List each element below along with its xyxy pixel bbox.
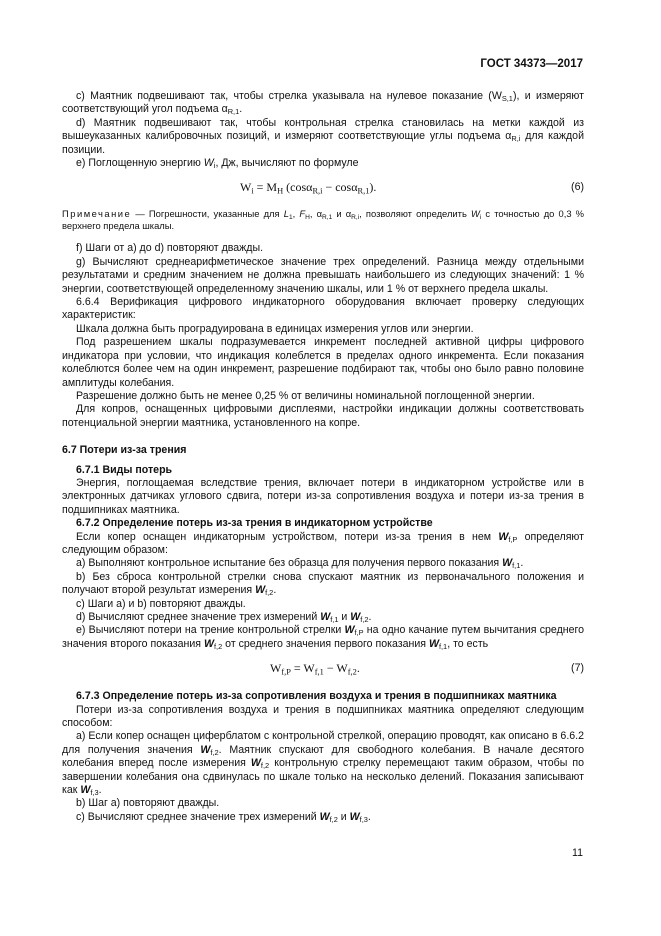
resolution-min-paragraph: Разрешение должно быть не менее 0,25 % от величины номинальной поглощенной энергии.	[76, 389, 535, 402]
note-text: — Погрешности, указанные для $L_1$, $F_H$, $\alpha_{R,1}$ и $\alpha_{R,i}$, позволяют определить $W_i$ с точностью до 0,3 % верхнего предела шкалы.	[62, 208, 584, 232]
step-a-paragraph: а) Выполняют контрольное испытание без образца для получения первого показания $W_{f,1}$.	[76, 557, 524, 571]
formula-7-expression: $W_{f,P} = W_{f,1} - W_{f,2}$.	[270, 661, 360, 677]
step-673-b-paragraph: b) Шаг а) повторяют дважды.	[76, 797, 220, 810]
note-paragraph	[62, 208, 584, 232]
subsection-6-7-3-title: 6.7.3 Определение потерь из-за сопротивления воздуха и трения в подшипниках маятника	[76, 690, 557, 703]
item-g-paragraph: g) Вычисляют среднеарифметическое значение трех определений. Разница между отдельными результатами и средним значением не должна превышать наибольшего из следующих значений: 1 % энергии, соответствующей определенному значению шкалы, или 1 % от верхнего предела шкалы.	[62, 255, 584, 295]
subsection-6-7-2-intro: Если копер оснащен индикаторным устройством, потери из-за трения в нем $W_{f,P}$ определяют следующим образом:	[62, 530, 584, 556]
formula-7-number: (7)	[571, 662, 584, 675]
subsection-6-7-1-text: Энергия, поглощаемая вследствие трения, включает потери в индикаторном устройстве или в электронных датчиках углового сдвига, потери из-за сопротивления воздуха и потери из-за трения в подшипниках маятника.	[62, 476, 584, 516]
formula-6	[62, 174, 584, 200]
subsection-6-7-3-intro: Потери из-за сопротивления воздуха и трения в подшипниках маятника определяют следующим способом:	[62, 703, 584, 730]
item-c-paragraph: с) Маятник подвешивают так, чтобы стрелка указывала на нулевое показание $(W_{S,1})$, и измеряют соответствующий угол подъема $\alpha_{R,1}$.	[62, 90, 584, 117]
step-673-c-paragraph: с) Вычисляют среднее значение трех измерений $W_{f,2}$ и $W_{f,3}$.	[76, 810, 371, 825]
step-c-paragraph: с) Шаги а) и b) повторяют дважды.	[76, 597, 246, 610]
step-e-paragraph: е) Вычисляют потери на трение контрольной стрелки $W_{f,P}$ на одно качание путем вычитания среднего значения второго показания $W_{f,2}$ от среднего значения первого показания $W_{f,1}$, то есть	[62, 624, 585, 652]
formula-6-number: (6)	[571, 181, 584, 194]
section-6-7-title: 6.7 Потери из-за трения	[62, 444, 187, 457]
resolution-paragraph: Под разрешением шкалы подразумевается инкремент последней активной цифры цифрового индикатора при условии, что индикация колеблется в пределах одного инкремента. Если показания колеблются более чем на один инкремент, разрешение подбирают так, чтобы оно было равно половине амплитуды колебания.	[62, 336, 584, 389]
document-body	[62, 90, 584, 824]
step-b-paragraph: b) Без сброса контрольной стрелки снова спускают маятник из первоначального положения и получают второй результат измерения $W_{f,2}$.	[62, 570, 584, 598]
item-f-paragraph: f) Шаги от а) до d) повторяют дважды.	[76, 242, 264, 255]
page-number: 11	[572, 847, 583, 859]
formula-6-expression: $W_i = M_H$ (cosα$_{R,i}$ − cosα$_{R,1}$).	[240, 180, 377, 196]
subsection-6-7-1-title: 6.7.1 Виды потерь	[76, 463, 173, 476]
item-e-paragraph: е) Поглощенную энергию $W_i$, Дж, вычисляют по формуле	[76, 157, 359, 171]
subsection-6-7-2-title: 6.7.2 Определение потерь из-за трения в индикаторном устройстве	[76, 517, 433, 530]
digital-display-paragraph: Для копров, оснащенных цифровыми дисплеями, настройки индикации должны соответствовать потенциальной энергии маятника, установленного на копре.	[62, 403, 584, 429]
clause-6-6-4-paragraph: 6.6.4 Верификация цифрового индикаторного оборудования включает проверку следующих характеристик:	[62, 296, 584, 322]
step-673-a-paragraph: а) Если копер оснащен циферблатом с контрольной стрелкой, операцию проводят, как описано в 6.6.2 для получения значения $W_{f,2}$. Маятник спускают для свободного колебания. В начале десятого колебания вперед после измерения $W_{f,2}$ контрольную стрелку перемещают таким образом, чтобы по завершении колебания она сдвинулась по шкале только на несколько делений. Показания записывают как $W_{f,3}$.	[62, 730, 584, 798]
item-d-paragraph: d) Маятник подвешивают так, чтобы контрольная стрелка становилась на метки каждой из вышеуказанных калибровочных позиций, и измеряют соответствующие углы подъема $\alpha_{R,i}$ для каждой позиции.	[62, 116, 584, 156]
page-header: ГОСТ 34373—2017	[480, 58, 583, 70]
formula-7	[62, 655, 584, 681]
scale-paragraph: Шкала должна быть проградуирована в единицах измерения углов или энергии.	[76, 322, 474, 335]
note-label: Примечание	[62, 208, 132, 220]
step-d-paragraph: d) Вычисляют среднее значение трех измерений $W_{f,1}$ и $W_{f,2}$.	[76, 611, 372, 625]
